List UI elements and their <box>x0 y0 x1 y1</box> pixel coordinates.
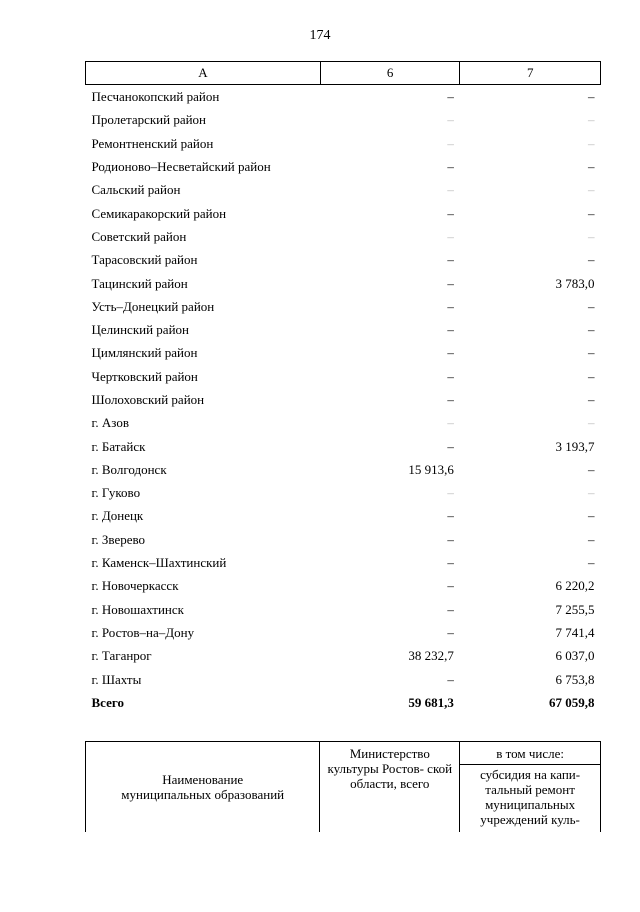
row-value-col6: – <box>447 601 454 617</box>
row-value-col6: – <box>447 531 454 547</box>
table-row <box>86 201 601 224</box>
header-col-7: 7 <box>460 62 601 85</box>
header-including: в том числе: <box>460 742 601 765</box>
row-name: г. Новошахтинск <box>91 601 184 617</box>
row-name: г. Донецк <box>91 508 144 524</box>
table-row <box>86 248 601 271</box>
row-value-col6: – <box>447 485 454 501</box>
row-value-col6: – <box>447 252 454 268</box>
table-row <box>86 271 601 294</box>
row-value-col7: – <box>588 322 595 338</box>
table-row <box>86 132 601 155</box>
row-value-col6: – <box>447 159 454 175</box>
page-number: 174 <box>309 28 331 43</box>
row-value-col6: – <box>447 578 454 594</box>
row-value-col7: – <box>588 252 595 268</box>
table-row <box>86 85 601 109</box>
row-value-col6: 15 913,6 <box>408 461 454 477</box>
row-value-col7: – <box>588 508 595 524</box>
row-name: г. Зверево <box>91 531 146 547</box>
row-value-col7: – <box>588 392 595 407</box>
row-value-col6: – <box>447 205 454 221</box>
row-value-col6: – <box>447 345 454 361</box>
table-row <box>86 621 601 644</box>
row-name: г. Новочеркасск <box>91 578 179 594</box>
table-row <box>86 434 601 457</box>
row-name: г. Ростов–на–Дону <box>91 624 195 640</box>
row-name: Целинский район <box>91 322 189 338</box>
table-row <box>86 598 601 621</box>
row-name: Ремонтненский район <box>91 135 214 151</box>
row-value-col6: – <box>447 555 454 571</box>
row-value-col6: – <box>447 671 454 687</box>
total-col7: 67 059,8 <box>549 694 595 710</box>
row-name: г. Волгодонск <box>91 461 167 477</box>
row-value-col6: – <box>447 322 454 338</box>
row-value-col7: – <box>588 485 595 501</box>
data-table <box>85 61 601 714</box>
row-value-col7: – <box>588 205 595 221</box>
row-value-col6: – <box>447 624 454 640</box>
table-row <box>86 504 601 527</box>
table-row <box>86 225 601 248</box>
row-name: г. Гуково <box>91 485 141 501</box>
row-value-col7: – <box>588 345 595 361</box>
row-value-col6: – <box>447 392 454 407</box>
table-header-row <box>86 62 601 85</box>
row-value-col7: 6 220,2 <box>555 578 595 594</box>
table-row <box>86 318 601 341</box>
table-row <box>86 481 601 504</box>
row-value-col7: 6 037,0 <box>555 648 595 664</box>
row-value-col6: – <box>447 112 454 128</box>
table-row <box>86 411 601 434</box>
next-table-header <box>85 741 601 833</box>
table-row <box>86 551 601 574</box>
row-value-col7: 6 753,8 <box>555 671 595 687</box>
row-name: г. Каменск–Шахтинский <box>91 555 227 571</box>
row-value-col7: 3 783,0 <box>555 275 595 291</box>
row-value-col7: – <box>588 298 595 314</box>
table-row <box>86 365 601 388</box>
row-name: Тарасовский район <box>91 252 198 268</box>
row-name: Советский район <box>91 228 187 244</box>
row-value-col6: – <box>447 368 454 384</box>
table-row <box>86 667 601 690</box>
row-name: Семикаракорский район <box>91 205 227 221</box>
row-name: Цимлянский район <box>91 345 198 361</box>
total-row <box>86 691 601 714</box>
table-row <box>86 108 601 131</box>
header-subsidy: субсидия на капи- тальный ремонт муниципальных учреждений куль- <box>460 765 601 833</box>
row-value-col7: – <box>588 531 595 547</box>
row-value-col6: – <box>447 135 454 151</box>
total-label: Всего <box>91 694 124 710</box>
row-name: г. Таганрог <box>91 648 152 664</box>
row-value-col6: – <box>447 298 454 314</box>
table-row <box>86 178 601 201</box>
row-value-col6: 38 232,7 <box>408 648 454 664</box>
row-value-col6: – <box>447 438 454 454</box>
row-name: Пролетарский район <box>91 112 207 128</box>
row-value-col7: – <box>588 461 595 477</box>
row-value-col7: 7 255,5 <box>555 601 595 617</box>
row-name: г. Азов <box>91 415 129 431</box>
header-ministry-total: Министерство культуры Ростов- ской области, всего <box>320 742 460 833</box>
row-value-col7: 7 741,4 <box>555 624 595 640</box>
row-value-col6: – <box>447 508 454 524</box>
table-row <box>86 155 601 178</box>
row-value-col6: – <box>447 182 454 198</box>
header-municipal-name <box>86 742 320 833</box>
row-value-col6: – <box>447 89 454 105</box>
table-row <box>86 388 601 411</box>
header-municipal-name-line1: Наименование <box>162 772 244 787</box>
page-bottom-margin <box>80 832 610 912</box>
row-value-col7: – <box>588 135 595 151</box>
row-value-col6: – <box>447 275 454 291</box>
row-value-col7: – <box>588 368 595 384</box>
row-name: Чертковский район <box>91 368 198 384</box>
row-value-col6: – <box>447 415 454 431</box>
row-name: Сальский район <box>91 182 181 198</box>
row-value-col7: – <box>588 112 595 128</box>
total-col6: 59 681,3 <box>408 694 454 710</box>
row-value-col7: – <box>588 555 595 571</box>
row-value-col6: – <box>447 228 454 244</box>
row-value-col7: – <box>588 89 595 105</box>
row-name: Песчанокопский район <box>91 89 220 105</box>
table-row <box>86 458 601 481</box>
row-value-col7: – <box>588 415 595 431</box>
row-name: Шолоховский район <box>91 392 205 407</box>
header-col-a: А <box>86 62 321 85</box>
table-row <box>86 574 601 597</box>
row-name: Тацинский район <box>91 275 188 291</box>
header-municipal-name-line2: муниципальных образований <box>121 787 285 802</box>
row-value-col7: 3 193,7 <box>555 438 595 454</box>
table-row <box>86 528 601 551</box>
row-name: Родионово–Несветайский район <box>91 159 271 175</box>
row-value-col7: – <box>588 159 595 175</box>
row-name: г. Шахты <box>91 671 142 687</box>
row-value-col7: – <box>588 182 595 198</box>
table-row <box>86 644 601 667</box>
table-row <box>86 341 601 364</box>
row-name: г. Батайск <box>91 438 146 454</box>
row-value-col7: – <box>588 228 595 244</box>
table-row <box>86 295 601 318</box>
row-name: Усть–Донецкий район <box>91 298 215 314</box>
header-col-6: 6 <box>320 62 460 85</box>
